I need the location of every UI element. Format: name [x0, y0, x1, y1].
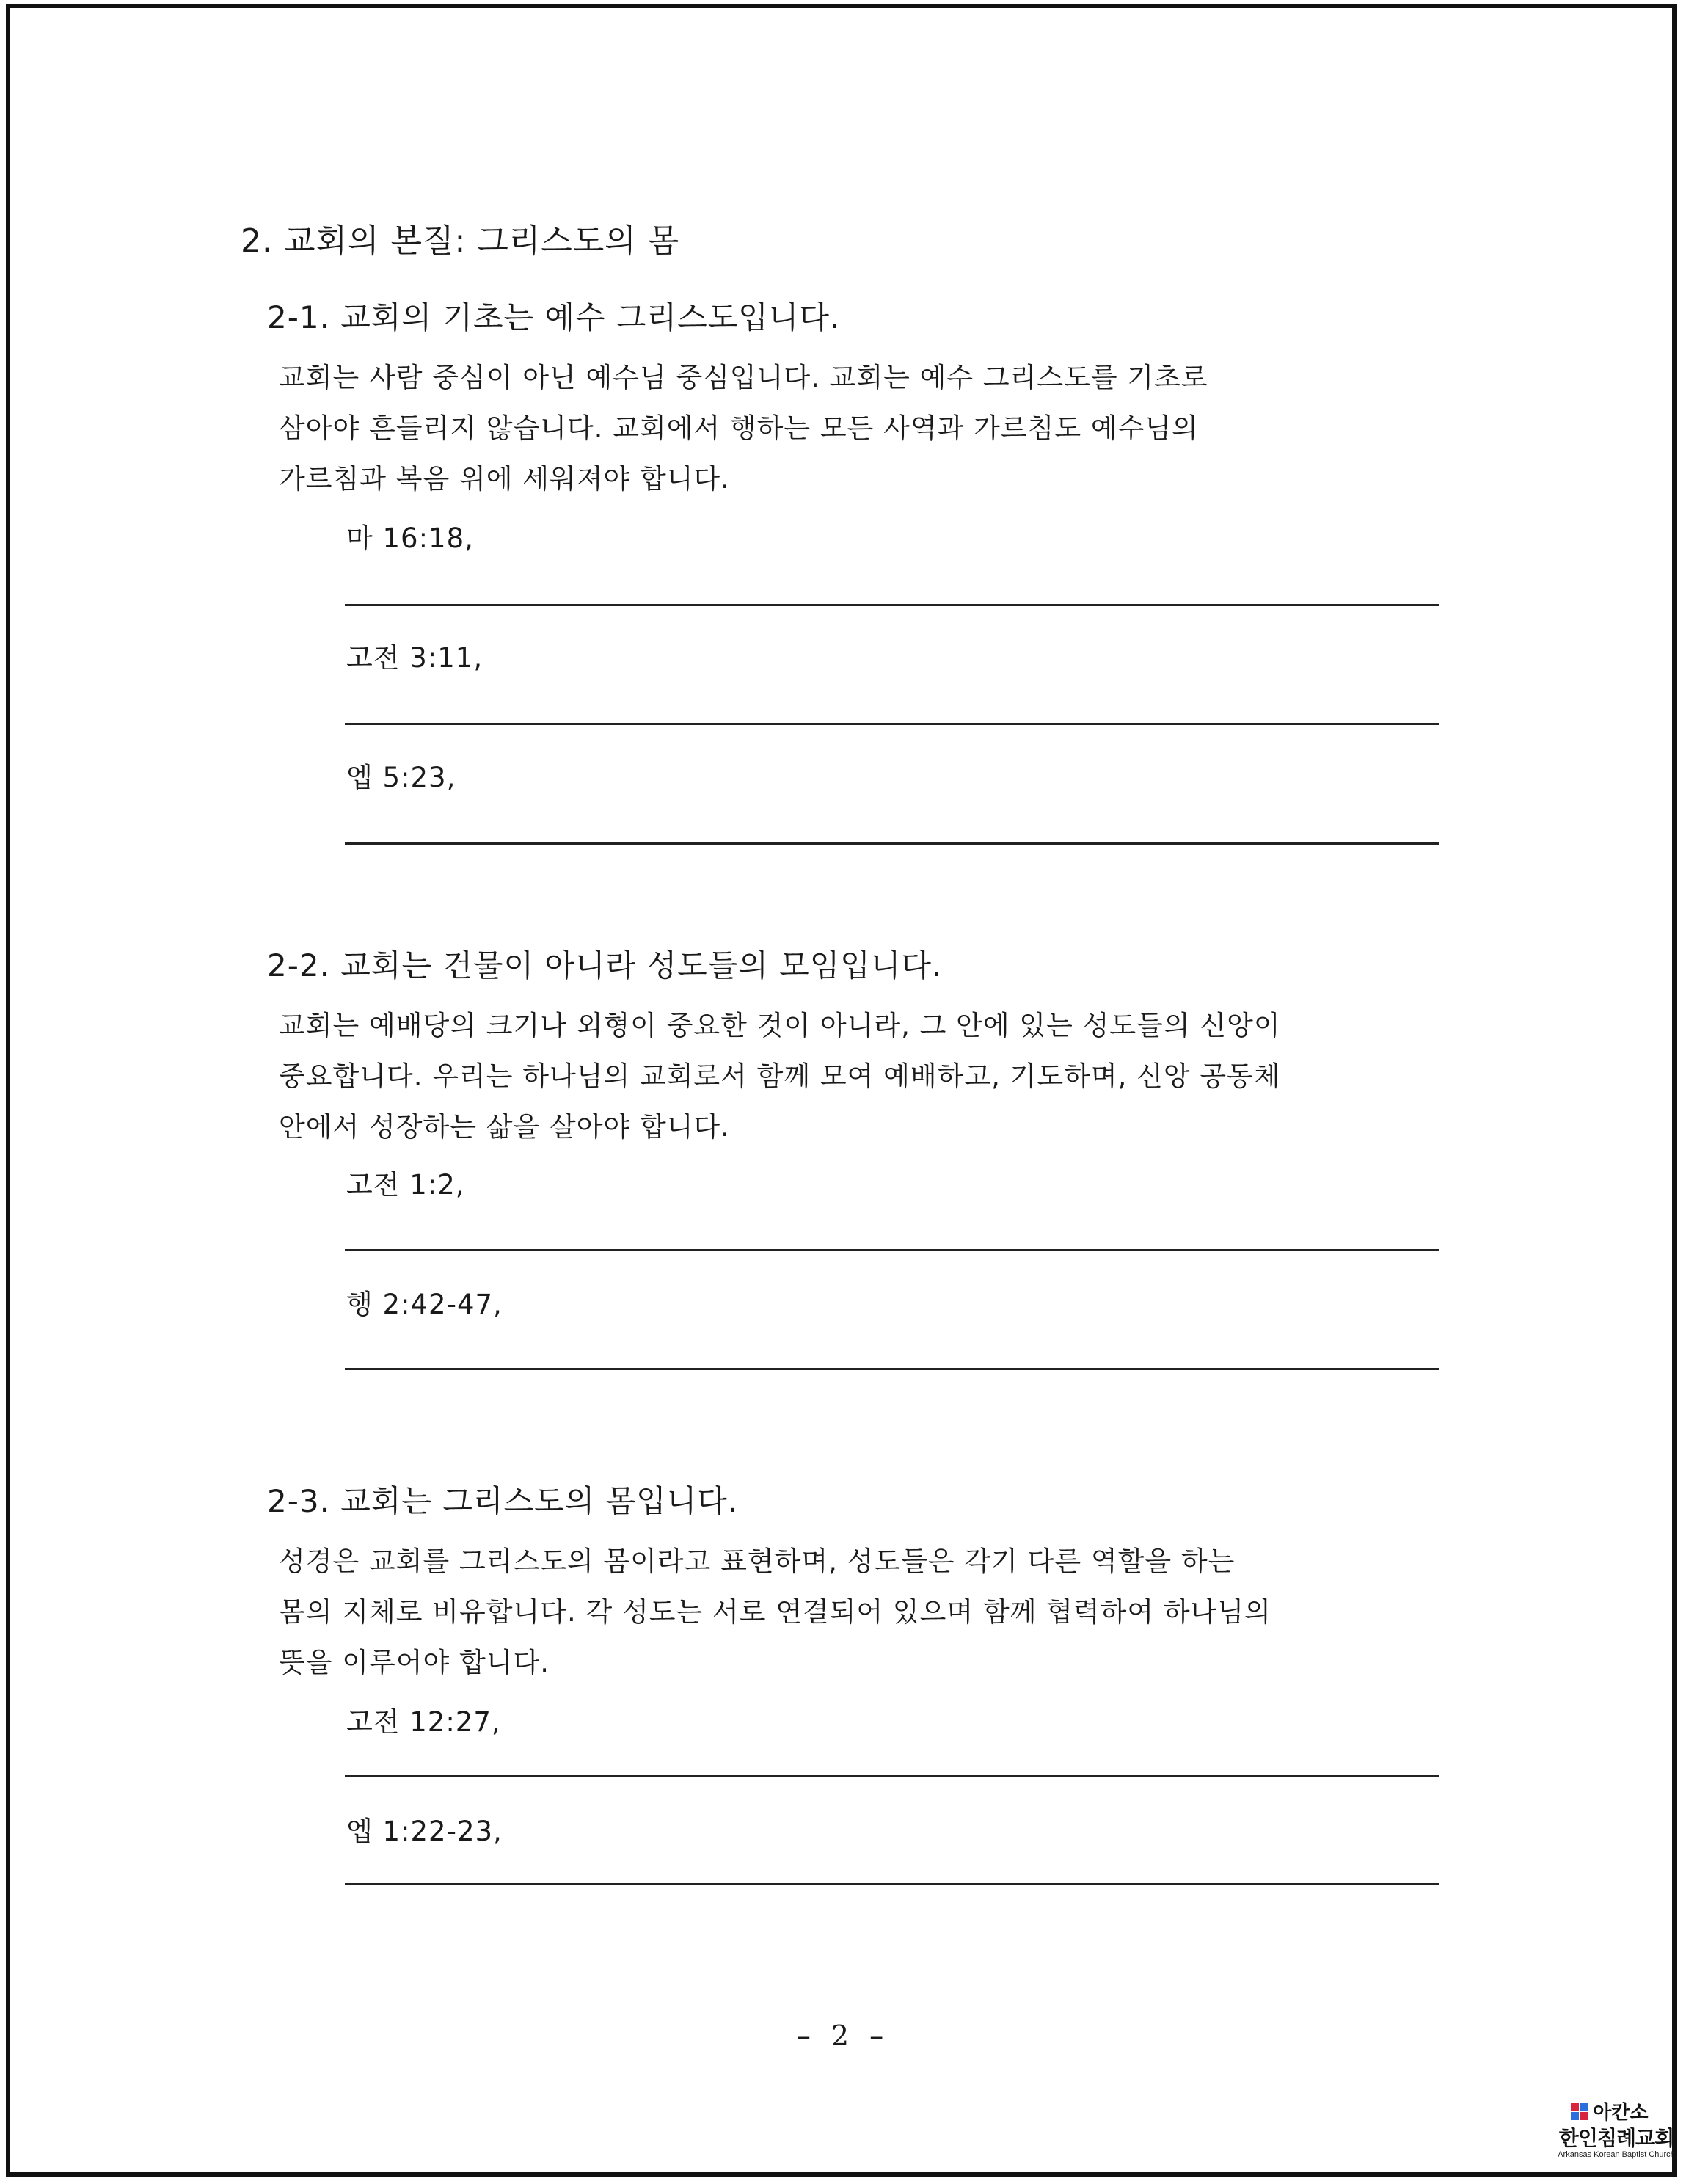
- paragraph-line: 뜻을 이루어야 합니다.: [279, 1647, 550, 1678]
- subsection-heading-2-2: 2-2. 교회는 건물이 아니라 성도들의 모임입니다.: [267, 947, 943, 983]
- paragraph-2-2: [279, 1000, 1482, 1152]
- answer-blank-line[interactable]: [345, 1249, 1439, 1251]
- reference-label: 고전 1:2,: [346, 1169, 465, 1201]
- logo-text-english: Arkansas Korean Baptist Church: [1558, 2150, 1675, 2159]
- church-logo: [1554, 2097, 1679, 2171]
- reference-label: 엡 5:23,: [346, 762, 456, 793]
- paragraph-line: 성경은 교회를 그리스도의 몸이라고 표현하며, 성도들은 각기 다른 역할을 하는: [279, 1546, 1236, 1577]
- logo-text-line1: 아칸소: [1593, 2102, 1649, 2124]
- answer-blank-line[interactable]: [345, 1774, 1439, 1777]
- answer-blank-line[interactable]: [345, 842, 1439, 845]
- paragraph-2-3: [279, 1536, 1482, 1688]
- reference-label: 고전 3:11,: [346, 642, 483, 674]
- reference-label: 엡 1:22-23,: [346, 1816, 503, 1847]
- church-mark-icon: [1570, 2102, 1589, 2121]
- paragraph-2-1: [279, 352, 1482, 504]
- logo-top-row: [1570, 2097, 1648, 2125]
- answer-blank-line[interactable]: [345, 1368, 1439, 1370]
- paragraph-line: 중요합니다. 우리는 하나님의 교회로서 함께 모여 예배하고, 기도하며, 신앙 공동체: [279, 1060, 1281, 1092]
- answer-blank-line[interactable]: [345, 723, 1439, 725]
- subsection-heading-2-3: 2-3. 교회는 그리스도의 몸입니다.: [267, 1483, 739, 1519]
- reference-label: 행 2:42-47,: [346, 1289, 503, 1320]
- reference-label: 고전 12:27,: [346, 1706, 501, 1738]
- paragraph-line: 안에서 성장하는 삶을 살아야 합니다.: [279, 1111, 730, 1143]
- answer-blank-line[interactable]: [345, 604, 1439, 606]
- paragraph-line: 삼아야 흔들리지 않습니다. 교회에서 행하는 모든 사역과 가르침도 예수님의: [279, 412, 1199, 444]
- paragraph-line: 교회는 예배당의 크기나 외형이 중요한 것이 아니라, 그 안에 있는 성도들의 신앙이: [279, 1010, 1281, 1041]
- paragraph-line: 몸의 지체로 비유합니다. 각 성도는 서로 연결되어 있으며 함께 협력하여 하나님의: [279, 1596, 1271, 1628]
- reference-label: 마 16:18,: [346, 523, 474, 554]
- section-title: 2. 교회의 본질: 그리스도의 몸: [241, 222, 680, 260]
- subsection-heading-2-1: 2-1. 교회의 기초는 예수 그리스도입니다.: [267, 299, 841, 335]
- paragraph-line: 가르침과 복음 위에 세워져야 합니다.: [279, 463, 730, 495]
- logo-text-line2: 한인침례교회: [1558, 2126, 1674, 2150]
- answer-blank-line[interactable]: [345, 1883, 1439, 1885]
- page-number: – 2 –: [796, 2020, 890, 2052]
- paragraph-line: 교회는 사람 중심이 아닌 예수님 중심입니다. 교회는 예수 그리스도를 기초로: [279, 362, 1208, 393]
